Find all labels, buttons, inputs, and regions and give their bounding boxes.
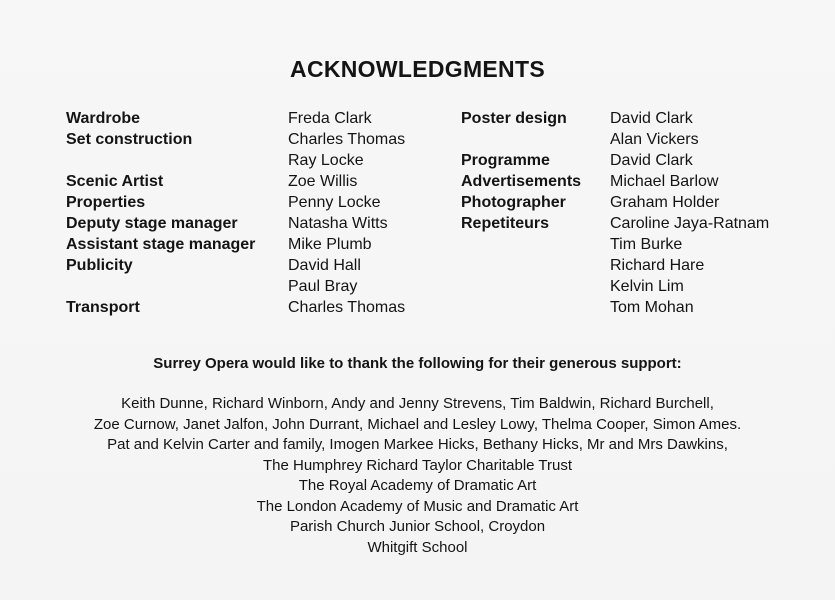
person-name: Charles Thomas [288,131,406,148]
role-label: Photographer [461,194,566,211]
thanks-line: Whitgift School [367,538,468,556]
thanks-line: The London Academy of Music and Dramatic Art [256,497,579,515]
person-name: David Clark [610,152,693,169]
thanks-list [0,394,835,558]
role-label: Wardrobe [66,110,141,127]
role-label [66,150,255,171]
person-name: Tom Mohan [610,299,694,316]
thanks-line: Zoe Curnow, Janet Jalfon, John Durrant, Michael and Lesley Lowy, Thelma Cooper, Simon Ames. [93,415,742,433]
person-name: Charles Thomas [288,299,406,316]
right-roles-column [461,108,581,318]
person-name: David Clark [610,110,693,127]
person-name: Kelvin Lim [610,278,684,295]
role-label [461,129,581,150]
role-label: Deputy stage manager [66,215,238,232]
role-label: Properties [66,194,146,211]
thanks-heading: Surrey Opera would like to thank the following for their generous support: [153,355,682,372]
right-names-column [610,108,769,318]
role-label: Advertisements [461,173,582,190]
person-name: Natasha Witts [288,215,388,232]
person-name: Richard Hare [610,257,705,274]
role-label: Poster design [461,110,567,127]
role-label [461,276,581,297]
role-label: Scenic Artist [66,173,164,190]
person-name: Paul Bray [288,278,358,295]
role-label: Transport [66,299,140,316]
left-names-column [288,108,405,318]
person-name: Freda Clark [288,110,372,127]
person-name: Michael Barlow [610,173,719,190]
role-label [66,276,255,297]
role-label: Set construction [66,131,193,148]
role-label: Programme [461,152,550,169]
person-name: Mike Plumb [288,236,372,253]
role-label [461,234,581,255]
thanks-line: The Royal Academy of Dramatic Art [298,477,537,494]
person-name: Zoe Willis [288,173,358,190]
role-label: Publicity [66,257,133,274]
thanks-line: The Humphrey Richard Taylor Charitable Trust [262,456,573,474]
person-name: David Hall [288,257,361,274]
thanks-line: Parish Church Junior School, Croydon [289,518,546,535]
thanks-line: Keith Dunne, Richard Winborn, Andy and Jenny Strevens, Tim Baldwin, Richard Burchell, [121,395,714,412]
person-name: Alan Vickers [610,131,699,148]
thanks-line: Pat and Kelvin Carter and family, Imogen Markee Hicks, Bethany Hicks, Mr and Mrs Dawkins, [107,436,728,453]
person-name: Ray Locke [288,152,364,169]
person-name: Penny Locke [288,194,381,211]
role-label [461,297,581,318]
role-label [461,255,581,276]
person-name: Tim Burke [610,236,683,253]
person-name: Caroline Jaya-Ratnam [610,215,770,232]
person-name: Graham Holder [610,194,720,211]
left-roles-column [66,108,255,318]
role-label: Assistant stage manager [66,236,256,253]
role-label: Repetiteurs [461,215,550,232]
page-title: ACKNOWLEDGMENTS [290,56,545,82]
